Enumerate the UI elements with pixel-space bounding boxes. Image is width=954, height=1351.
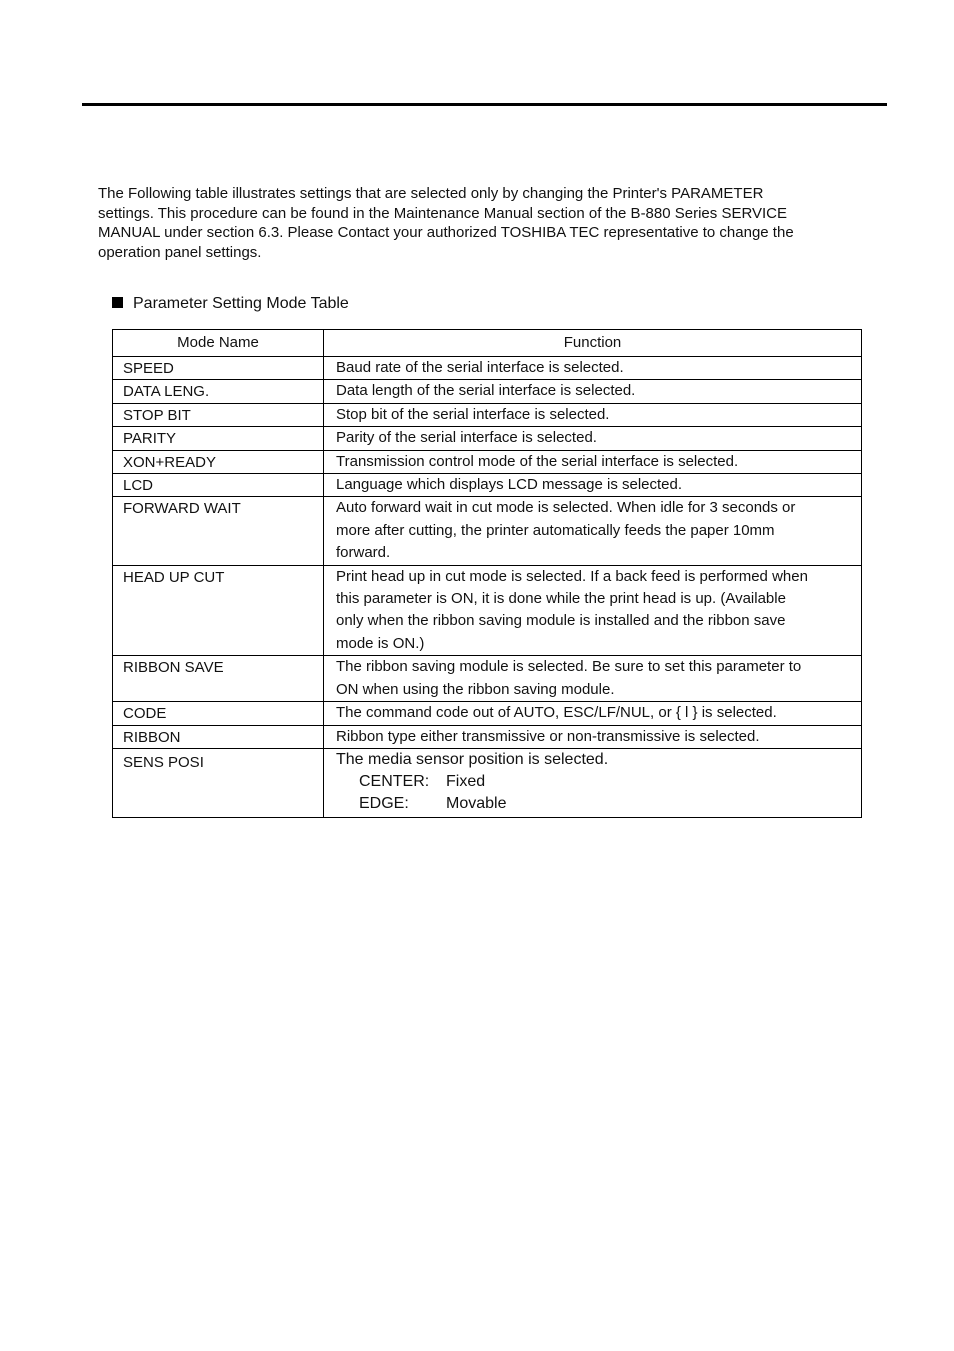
option-key: EDGE: [359, 794, 409, 812]
function-cell [324, 474, 862, 497]
intro-line: MANUAL under section 6.3. Please Contact your authorized TOSHIBA TEC representative to change the [98, 224, 794, 242]
table-row [113, 725, 862, 748]
mode-name-cell: SPEED [113, 357, 324, 380]
table-header-row [113, 330, 862, 357]
function-text: Parity of the serial interface is selected. [336, 429, 597, 447]
table-row [113, 403, 862, 426]
function-text: Stop bit of the serial interface is selected. [336, 405, 610, 423]
function-text: Language which displays LCD message is selected. [336, 476, 683, 494]
mode-name-cell: HEAD UP CUT [113, 565, 324, 656]
function-text: The media sensor position is selected. [336, 750, 609, 768]
option-key: CENTER: [359, 772, 430, 790]
parameter-setting-table [112, 329, 862, 818]
function-text: Data length of the serial interface is selected. [336, 382, 636, 400]
column-header-function: Function [324, 330, 862, 357]
table-row [113, 380, 862, 403]
column-header-mode-name: Mode Name [113, 330, 324, 357]
function-cell [324, 380, 862, 403]
intro-line: operation panel settings. [98, 243, 262, 261]
function-cell [324, 403, 862, 426]
mode-name-cell: SENS POSI [113, 748, 324, 817]
function-text: Transmission control mode of the serial interface is selected. [336, 452, 739, 470]
table-row [113, 357, 862, 380]
function-cell [324, 427, 862, 450]
mode-name-cell: RIBBON SAVE [113, 656, 324, 702]
mode-name-cell: DATA LENG. [113, 380, 324, 403]
square-bullet-icon [112, 297, 123, 308]
function-cell [324, 656, 862, 702]
function-cell [324, 450, 862, 473]
function-cell [324, 725, 862, 748]
function-text: forward. [336, 544, 391, 562]
function-text: this parameter is ON, it is done while the print head is up. (Available [336, 590, 786, 608]
function-cell [324, 702, 862, 725]
table-row [113, 427, 862, 450]
table-row [113, 474, 862, 497]
mode-name-cell: XON+READY [113, 450, 324, 473]
function-text: only when the ribbon saving module is installed and the ribbon save [336, 612, 786, 630]
table-row [113, 450, 862, 473]
sensor-option-center [336, 771, 853, 793]
section-heading-text: Parameter Setting Mode Table [133, 295, 349, 312]
sensor-option-edge [336, 793, 853, 815]
option-value: Movable [446, 794, 507, 812]
table-row [113, 497, 862, 565]
function-cell [324, 565, 862, 656]
header-rule [82, 103, 887, 106]
table-row [113, 565, 862, 656]
intro-line: settings. This procedure can be found in the Maintenance Manual section of the B-880 Series SERVICE [98, 204, 788, 222]
function-text: ON when using the ribbon saving module. [336, 680, 615, 698]
function-cell [324, 357, 862, 380]
table-row [113, 702, 862, 725]
function-text: Print head up in cut mode is selected. If a back feed is performed when [336, 567, 808, 585]
table-row [113, 656, 862, 702]
function-text: The ribbon saving module is selected. Be sure to set this parameter to [336, 658, 802, 676]
mode-name-cell: PARITY [113, 427, 324, 450]
function-text: The command code out of AUTO, ESC/LF/NUL, or { l } is selected. [336, 704, 777, 722]
mode-name-cell: FORWARD WAIT [113, 497, 324, 565]
function-text: Baud rate of the serial interface is selected. [336, 359, 624, 376]
intro-paragraph [98, 184, 868, 262]
mode-name-cell: STOP BIT [113, 403, 324, 426]
mode-name-cell: CODE [113, 702, 324, 725]
table-row [113, 748, 862, 817]
intro-line: The Following table illustrates settings that are selected only by changing the Printer's PARAMETER [98, 185, 764, 202]
function-text: Auto forward wait in cut mode is selected. When idle for 3 seconds or [336, 499, 796, 517]
function-text: Ribbon type either transmissive or non-transmissive is selected. [336, 727, 760, 745]
section-heading [112, 295, 349, 313]
function-text: mode is ON.) [336, 634, 425, 652]
mode-name-cell: RIBBON [113, 725, 324, 748]
mode-name-cell: LCD [113, 474, 324, 497]
option-value: Fixed [446, 772, 486, 790]
function-text: more after cutting, the printer automatically feeds the paper 10mm [336, 521, 775, 539]
function-cell [324, 497, 862, 565]
function-cell [324, 748, 862, 817]
